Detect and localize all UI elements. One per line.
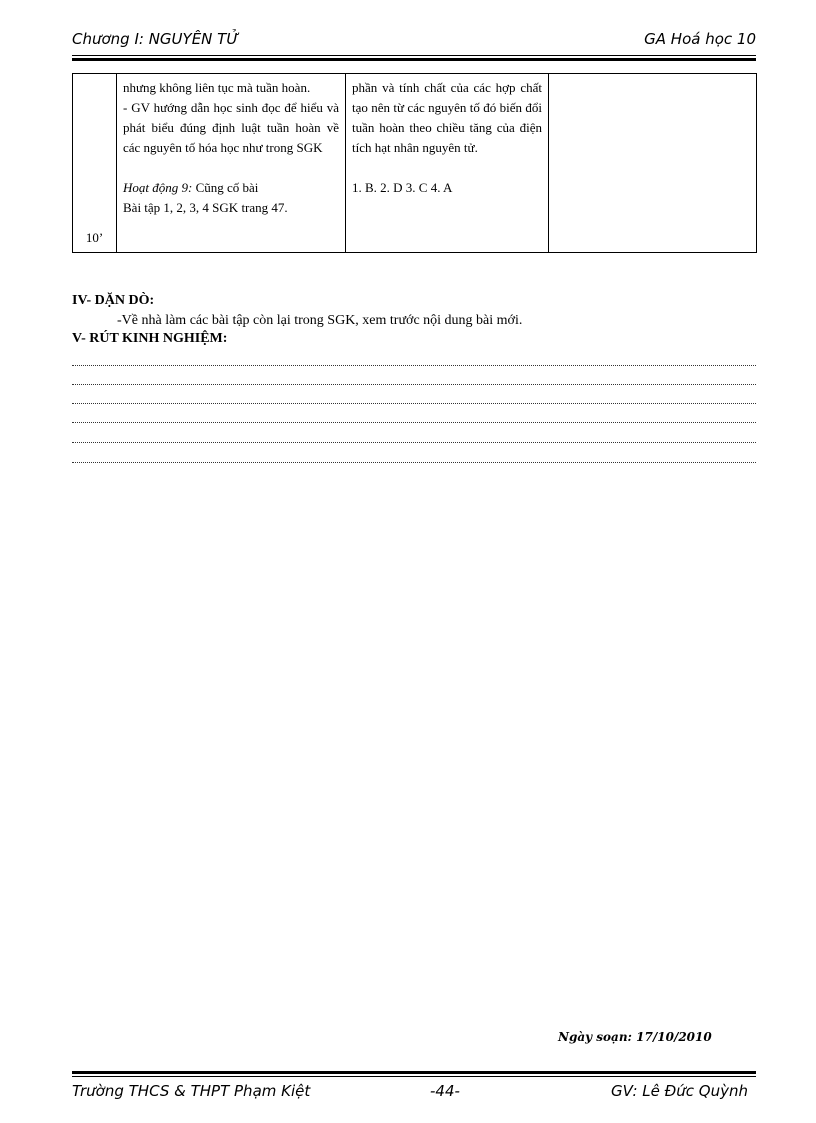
course-title: GA Hoá học 10 bbox=[644, 30, 756, 48]
spacer bbox=[352, 158, 542, 178]
student-text: phần và tính chất của các hợp chất tạo nên từ các nguyên tố đó biến đổi tuần hoàn theo chiều tăng của điện tích hạt nhân nguyên tử. bbox=[352, 80, 542, 155]
dotted-line bbox=[72, 442, 756, 443]
review-heading: V- RÚT KINH NGHIỆM: bbox=[72, 331, 228, 346]
prep-date-value: 17/10/2010 bbox=[631, 1030, 712, 1044]
activity-name: Cũng cố bài bbox=[192, 180, 259, 195]
prep-date-label: Ngày soạn: bbox=[558, 1030, 632, 1044]
page-number: -44- bbox=[430, 1082, 460, 1100]
page-header bbox=[72, 30, 756, 52]
dotted-line bbox=[72, 462, 756, 463]
dotted-line bbox=[72, 365, 756, 366]
lesson-table bbox=[72, 73, 757, 253]
teacher-activity-cell bbox=[117, 74, 346, 253]
header-rule-thin bbox=[72, 55, 756, 56]
header-rule-thick bbox=[72, 58, 756, 61]
answer-key: 1. B. 2. D 3. C 4. A bbox=[352, 180, 453, 195]
dotted-line bbox=[72, 384, 756, 385]
dotted-line bbox=[72, 403, 756, 404]
dotted-line bbox=[72, 422, 756, 423]
activity-title: Hoạt động 9: bbox=[123, 180, 193, 195]
footer-rule-thick bbox=[72, 1071, 756, 1074]
teacher-line: nhưng không liên tục mà tuần hoàn. bbox=[123, 80, 311, 95]
school-name: Trường THCS & THPT Phạm Kiệt bbox=[72, 1082, 311, 1100]
homework-heading: IV- DẶN DÒ: bbox=[72, 293, 155, 308]
footer-rule-thin bbox=[72, 1076, 756, 1077]
activity-detail: Bài tập 1, 2, 3, 4 SGK trang 47. bbox=[123, 200, 288, 215]
table-row bbox=[73, 74, 757, 253]
student-activity-cell bbox=[346, 74, 549, 253]
teacher-name: GV: Lê Đức Quỳnh bbox=[610, 1082, 748, 1100]
teacher-line: - GV hướng dẫn học sinh đọc để hiểu và phát biểu đúng định luật tuần hoàn về các nguyên tố hóa học như trong SGK bbox=[123, 100, 339, 155]
spacer bbox=[123, 158, 339, 178]
page-footer bbox=[72, 1082, 748, 1104]
notes-cell bbox=[549, 74, 757, 253]
time-cell: 10’ bbox=[73, 74, 117, 253]
activity-heading bbox=[123, 178, 339, 198]
prep-date bbox=[558, 1030, 712, 1044]
chapter-title: Chương I: NGUYÊN TỬ bbox=[72, 30, 239, 48]
homework-text: -Về nhà làm các bài tập còn lại trong SGK, xem trước nội dung bài mới. bbox=[117, 313, 523, 328]
